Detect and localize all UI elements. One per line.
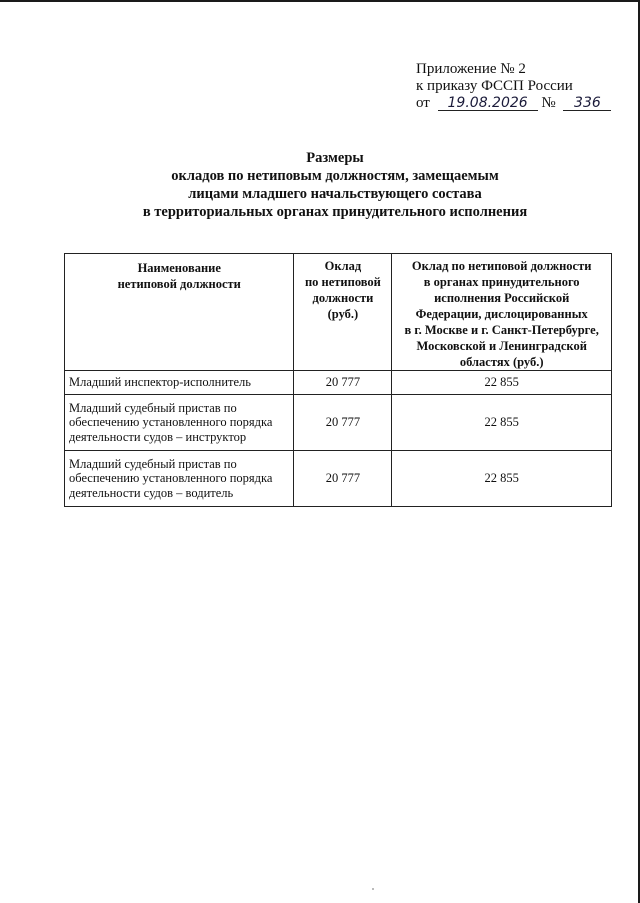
table-row — [65, 395, 612, 451]
header-text-line: Оклад — [324, 259, 362, 273]
position-name-line: Младший судебный пристав по — [69, 456, 237, 471]
header-text-line: Наименование — [137, 261, 221, 275]
salary-cell: 20 777 — [294, 451, 392, 507]
header-text-line: по нетиповой — [304, 275, 381, 289]
header-text-line: Оклад по нетиповой должности — [411, 259, 592, 273]
document-title — [60, 149, 610, 221]
position-name-line: Младший судебный пристав по — [69, 400, 237, 415]
header-salary-moscow-spb — [392, 254, 612, 371]
header-text-line: нетиповой должности — [117, 277, 241, 291]
appendix-line-1: Приложение № 2 — [416, 61, 526, 77]
title-line-4: в территориальных органах принудительного исполнения — [142, 204, 528, 220]
header-text-line: (руб.) — [327, 307, 359, 321]
header-text-line: исполнения Российской — [434, 291, 570, 305]
header-text-line: в г. Москве и г. Санкт-Петербурге, — [404, 323, 599, 337]
header-position-name — [65, 254, 294, 371]
appendix-block — [416, 61, 611, 112]
scan-edge-top — [0, 0, 640, 2]
title-line-1: Размеры — [306, 150, 364, 166]
position-name-cell — [65, 451, 294, 507]
salary-cell: 20 777 — [294, 371, 392, 395]
appendix-line-2: к приказу ФССП России — [416, 78, 573, 94]
table-row — [65, 371, 612, 395]
salary-table — [64, 253, 612, 507]
header-text-line: областях (руб.) — [459, 355, 544, 369]
position-name-line: Младший инспектор-исполнитель — [69, 375, 252, 390]
header-text-line: должности — [312, 291, 374, 305]
header-salary — [294, 254, 392, 371]
header-text-line: Московской и Ленинградской — [416, 339, 587, 353]
from-label: от — [416, 95, 430, 111]
salary-moscow-cell: 22 855 — [392, 451, 612, 507]
salary-moscow-cell: 22 855 — [392, 371, 612, 395]
table-header-row — [65, 254, 612, 371]
position-name-cell — [65, 371, 294, 395]
position-name-line: обеспечению установленного порядка — [69, 471, 273, 486]
position-name-line: деятельности судов – водитель — [69, 485, 234, 500]
salary-moscow-cell: 22 855 — [392, 395, 612, 451]
position-name-line: обеспечению установленного порядка — [69, 415, 273, 430]
position-name-cell — [65, 395, 294, 451]
handwritten-date: 19.08.2026 — [438, 97, 538, 111]
position-name-line: деятельности судов – инструктор — [69, 429, 247, 444]
title-line-3: лицами младшего начальствующего состава — [188, 186, 482, 202]
scan-speck — [372, 888, 374, 890]
appendix-date-line — [416, 95, 611, 112]
salary-cell: 20 777 — [294, 395, 392, 451]
header-text-line: Федерации, дислоцированных — [415, 307, 588, 321]
table-row — [65, 451, 612, 507]
handwritten-number: 336 — [563, 97, 611, 111]
title-line-2: окладов по нетиповым должностям, замещаемым — [171, 168, 499, 184]
header-text-line: в органах принудительного — [423, 275, 580, 289]
number-label: № — [541, 95, 556, 111]
